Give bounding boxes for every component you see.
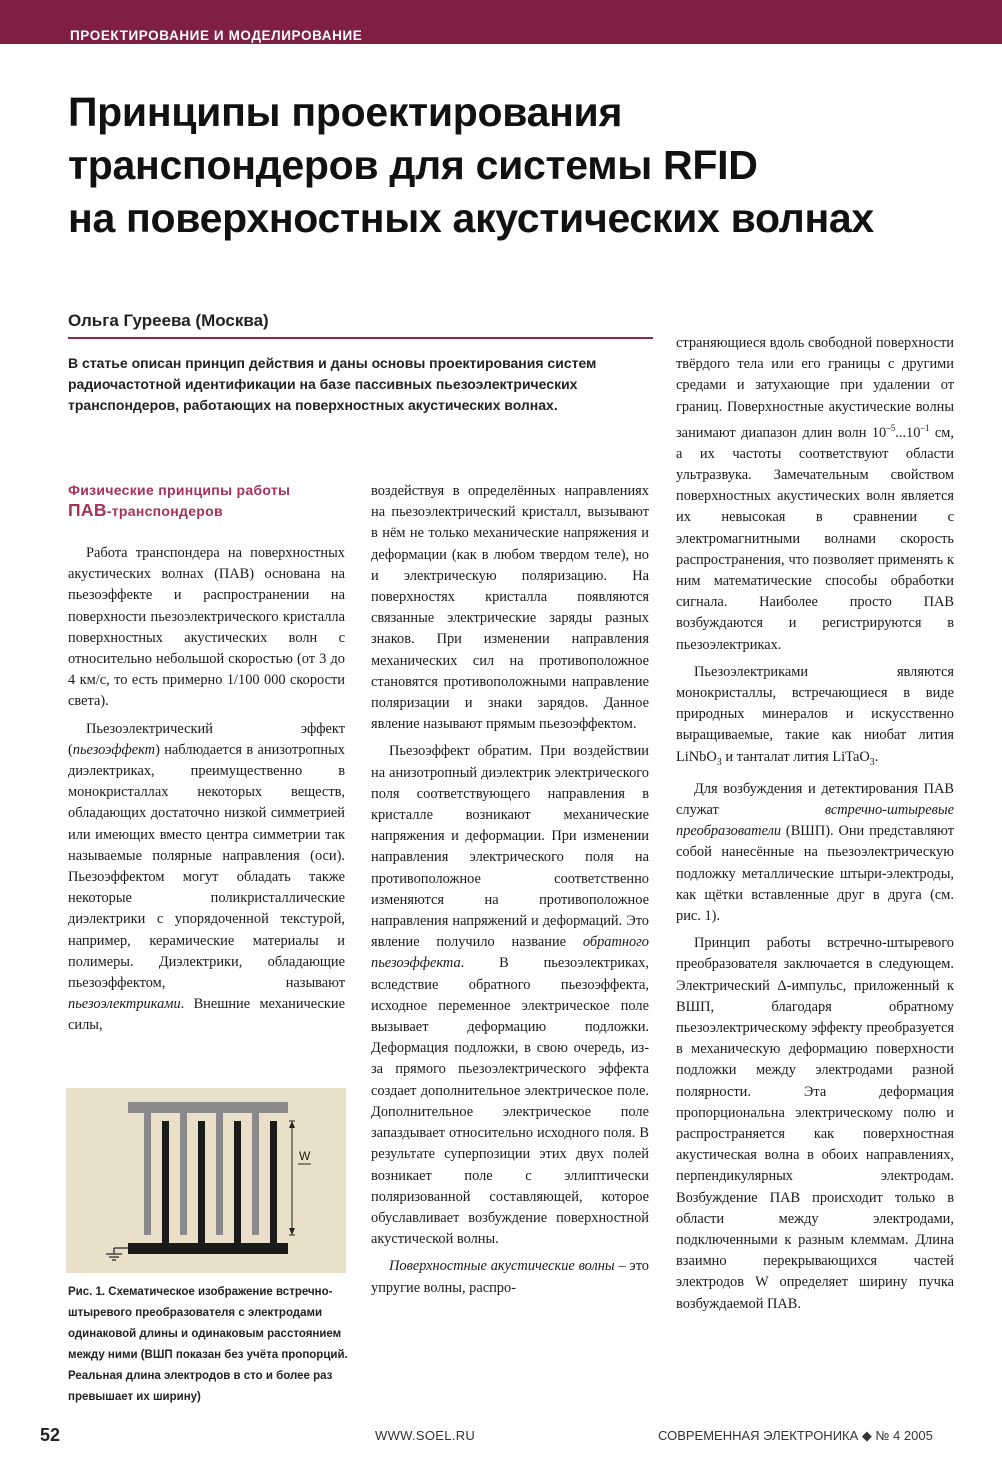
text-run: страняющиеся вдоль свободной поверхности твёрдого тела или его границы с другими средами и затухающие при удалении от границ. Поверхностные акустические волны занимают диапазон длин волн 10	[676, 335, 954, 441]
top-busbar	[128, 1102, 288, 1113]
text-run: . В пьезоэлектриках, вследствие обратного пьезоэффекта, исходное переменное электрическое поле вызывает деформацию подложки. Деформация подложки, в свою очередь, из-за прямого пьезоэлектрического эффекта создает дополнительное электрическое поле. Дополнительное электрическое поле запаздывает относительно исходного поля. В результате суперпозиции этих двух полей возникает поле с эллиптически поляризованной составляющей, которое обуславливает возбуждение поверхностной акустической волны.	[371, 955, 649, 1248]
text-run: Пьезоэлектриками являются монокристаллы, встречающиеся в виде природных минералов и искусственно выращиваемые, такие как ниобат лития LiNbO	[676, 663, 954, 765]
text-column-1	[68, 543, 345, 1037]
electrode-top	[252, 1102, 259, 1235]
text-run: Пьезоэффект обратим. При воздействии на анизотропный диэлектрик электрического поля соответствующего направления в кристалле возникают механические напряжения и деформации. При изменении направления электрического поля на противоположное соответственно изменяются на противоположное направления напряжений и деформаций. Это явление получило название	[371, 743, 649, 951]
paragraph	[676, 333, 954, 656]
italic-term: пьезоэлектриками	[68, 996, 181, 1013]
electrode-bottom	[234, 1121, 241, 1251]
electrode-top	[180, 1102, 187, 1235]
electrode-bottom	[270, 1121, 277, 1251]
figure-idt-diagram	[66, 1088, 346, 1273]
arrow-down-icon	[289, 1228, 295, 1235]
text-run: ) наблюдается в анизотропных диэлектриках, преимущественно в монокристаллах некоторых веществ, обладающих достаточно низкой симметрией или имеющих вместо центра симметрии так называемые полярные направления (оси). Пьезоэффектом могут обладать также некоторые поликристаллические диэлектрики с упорядоченной текстурой, например, керамические материалы и полимеры. Диэлектрики, обладающие пьезоэффектом, называют	[68, 741, 345, 992]
author-divider	[68, 337, 653, 339]
text-run: .	[874, 748, 879, 765]
section-label: ПРОЕКТИРОВАНИЕ И МОДЕЛИРОВАНИЕ	[70, 28, 363, 43]
idt-schematic	[66, 1088, 346, 1273]
article-abstract: В статье описан принцип действия и даны основы проектирования систем радиочастотной идентификации на базе пассивных пьезоэлектрических транспондеров, работающих на поверхностных акустических волнах.	[68, 355, 597, 413]
paragraph: Работа транспондера на поверхностных акустических волнах (ПАВ) основана на пьезоэффекте и распространении на поверхности пьезоэлектрического кристалла поверхностных акустических волн с относительно небольшой скоростью (от 3 до 4 км/с, то есть примерно 1/100 000 скорости света).	[68, 545, 345, 710]
paragraph: воздействуя в определённых направлениях на пьезоэлектрический кристалл, вызывают в нём не только механические напряжения и деформации (как в любом твердом теле), но и электрическую поляризацию. На поверхностях кристалла появляются связанные электрические заряды разных знаков. При изменении направления механических сил на противоположное становятся противоположными направление поляризации и знаки зарядов. Данное явление называют прямым пьезоэффектом.	[371, 483, 649, 733]
article-author: Ольга Гуреева (Москва)	[68, 311, 269, 330]
section-heading	[68, 480, 338, 521]
paragraph	[676, 779, 954, 927]
article-title-line-2: транспондеров для системы RFID	[68, 142, 758, 188]
paragraph	[676, 662, 954, 773]
footer-url: WWW.SOEL.RU	[375, 1428, 476, 1443]
arrow-up-icon	[289, 1121, 295, 1128]
page-number: 52	[40, 1425, 61, 1445]
text-run: – это упругие волны, распро-	[371, 1258, 649, 1296]
text-run: . Внешние механические силы,	[68, 996, 345, 1034]
italic-term: обратного пьезоэффекта	[371, 934, 649, 972]
electrode-bottom	[162, 1121, 169, 1251]
section-heading-line-1: Физические принципы работы	[68, 482, 291, 498]
text-run: (ВШП). Они представляют собой нанесённые на пьезоэлектрическую подложку металлические штыри-электроды, как щётки вставленные друг в друга (см. рис. 1).	[676, 823, 954, 924]
paragraph: Принцип работы встречно-штыревого преобразователя заключается в следующем. Электрический Δ-импульс, приложенный к ВШП, благодаря обратному пьезоэлектрическому эффекту преобразуется в механическую деформацию поверхности подложки между электродами разной полярности. Эта деформация пропорциональна электрическому полю и распространяется как поверхностная акустическая волна в обоих направлениях, перпендикулярных электродам. Возбуждение ПАВ происходит только в области между электродами, подключенными к разным клеммам. Длина взаимно перекрывающихся частей электродов W определяет ширину пучка возбуждаемой ПАВ.	[676, 935, 954, 1312]
text-column-2	[371, 481, 649, 1299]
figure-caption: Рис. 1. Схематическое изображение встречно-штыревого преобразователя с электродами одинаковой длины и одинаковым расстоянием между ними (ВШП показан без учёта пропорций. Реальная длина электродов в сто и более раз превышает их ширину)	[68, 1286, 348, 1403]
footer-magazine: СОВРЕМЕННАЯ ЭЛЕКТРОНИКА ◆ № 4 2005	[658, 1428, 933, 1443]
section-heading-pav: ПАВ	[68, 500, 107, 520]
electrode-bottom	[198, 1121, 205, 1251]
exponent: –1	[920, 422, 930, 433]
text-column-3	[676, 333, 954, 1315]
article-title-line-1: Принципы проектирования	[68, 89, 623, 135]
section-heading-line-2: -транспондеров	[106, 503, 223, 519]
paragraph	[371, 1256, 649, 1298]
w-label: W	[299, 1149, 311, 1163]
text-run: Для возбуждения и детектирования ПАВ служат	[676, 780, 954, 818]
article-title	[68, 86, 968, 245]
italic-term: пьезоэффект	[72, 741, 156, 758]
text-run: ...10	[895, 424, 921, 441]
electrode-top	[216, 1102, 223, 1235]
subscript: 3	[716, 756, 722, 768]
paragraph	[68, 719, 345, 1037]
electrode-top	[144, 1102, 151, 1235]
text-run: см, а их частоты соответствуют области ультразвука. Замечательным свойством поверхностных акустических волн является их невысокая в сравнении с электромагнитными волнами скорость распространения, что позволяет применять к ним математические способы обработки сигнала. Наиболее просто ПАВ возбуждаются и регистрируются в пьезоэлектриках.	[676, 424, 954, 653]
paragraph	[371, 741, 649, 1250]
italic-term: Поверхностные акустические волны	[389, 1258, 615, 1275]
exponent: –5	[886, 422, 896, 433]
text-run: и танталат лития LiTaO	[721, 748, 870, 765]
subscript: 3	[869, 756, 875, 768]
text-run: Пьезоэлектрический эффект (	[68, 720, 345, 758]
italic-term: встречно-штыревые преобразователи	[676, 801, 954, 840]
bottom-busbar	[128, 1243, 288, 1254]
article-title-line-3: на поверхностных акустических волнах	[68, 195, 874, 241]
section-header-bar	[0, 0, 1002, 44]
